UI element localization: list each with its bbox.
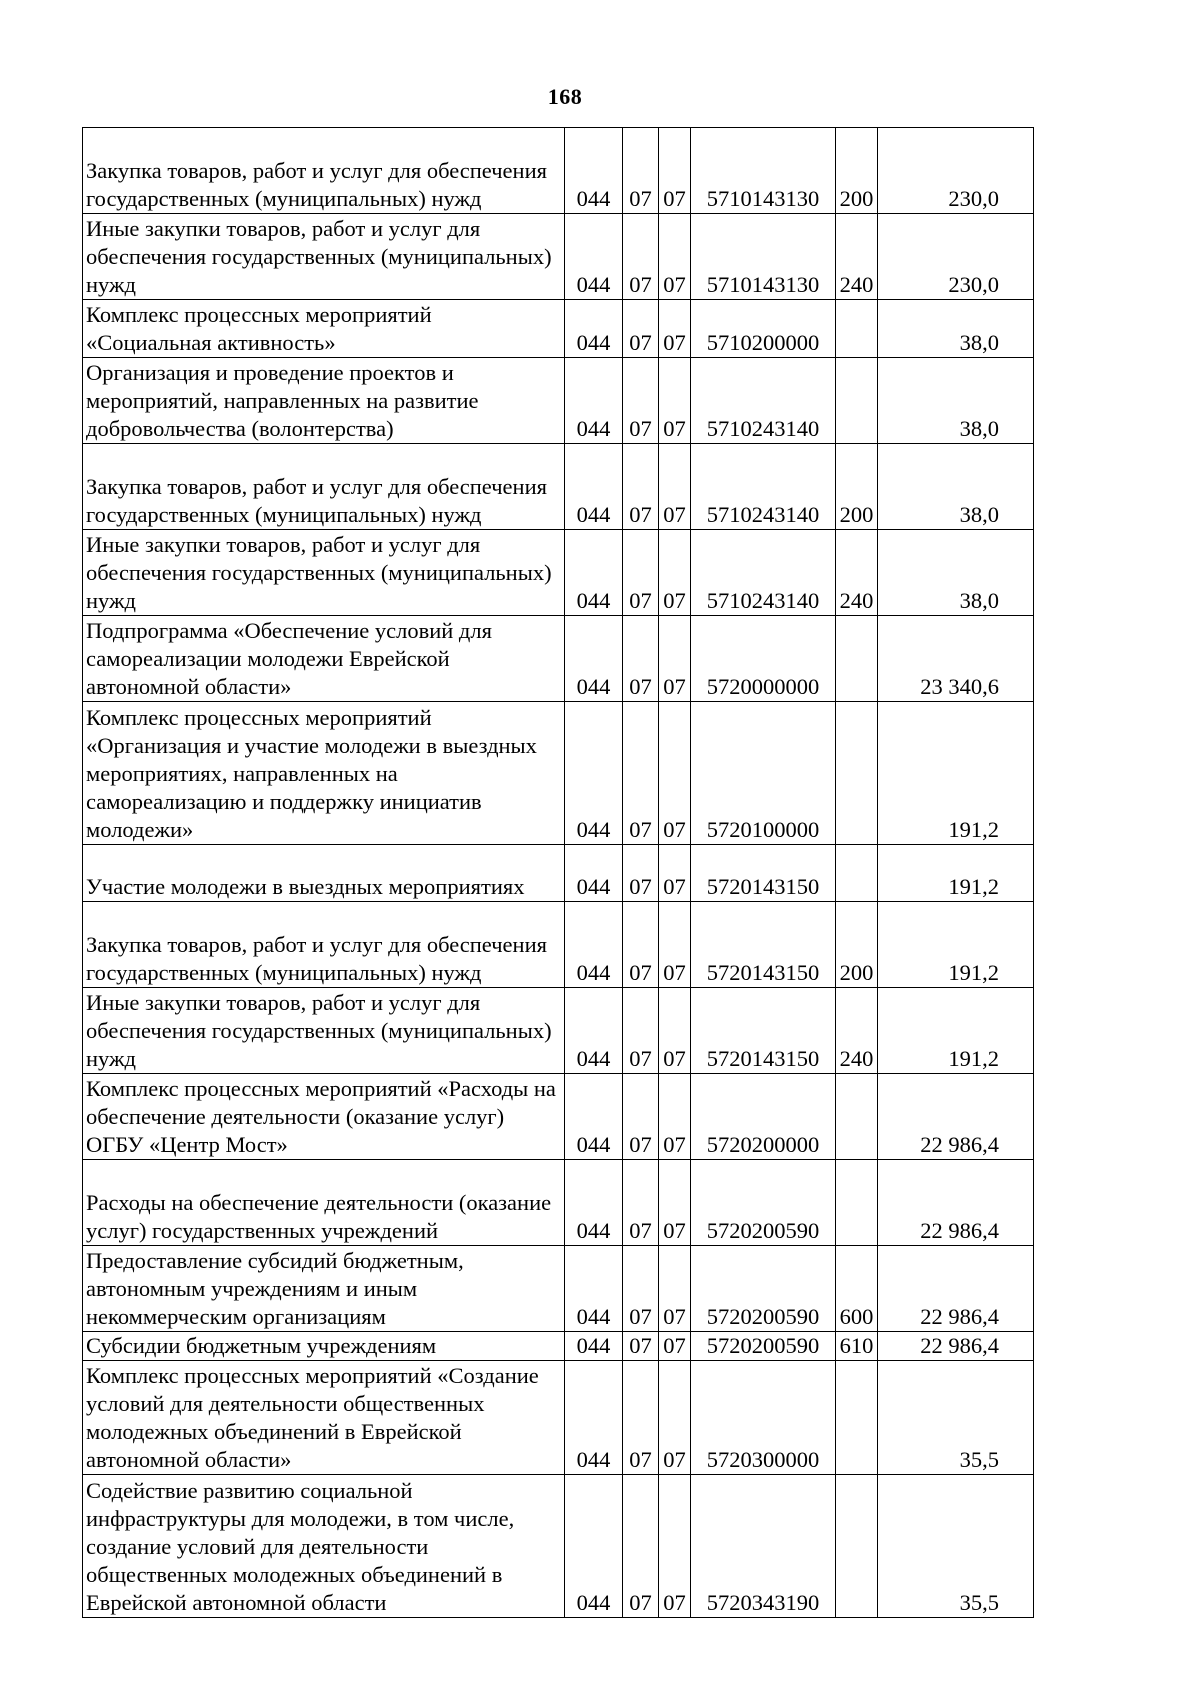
table-row: [83, 128, 1034, 214]
section-code-cell: 07: [623, 300, 659, 358]
target-article-cell: 5720200000: [691, 1074, 836, 1160]
table-row: [83, 1246, 1034, 1332]
row-name-cell: Участие молодежи в выездных мероприятиях: [83, 845, 565, 902]
amount-cell: 22 986,4: [878, 1074, 1034, 1160]
subsection-code-cell: 07: [659, 1074, 691, 1160]
expense-type-cell: [836, 1074, 878, 1160]
target-article-cell: 5720200590: [691, 1246, 836, 1332]
amount-cell: 22 986,4: [878, 1332, 1034, 1361]
target-article-cell: 5720143150: [691, 902, 836, 988]
section-code-cell: 07: [623, 530, 659, 616]
row-name-cell: Закупка товаров, работ и услуг для обеспечения государственных (муниципальных) нужд: [83, 128, 565, 214]
subsection-code-cell: 07: [659, 1332, 691, 1361]
expense-type-cell: [836, 1475, 878, 1618]
subsection-code-cell: 07: [659, 358, 691, 444]
table-row: [83, 444, 1034, 530]
expense-type-cell: [836, 702, 878, 845]
section-code-cell: 07: [623, 1332, 659, 1361]
expense-type-cell: [836, 1160, 878, 1246]
row-name-cell: Предоставление субсидий бюджетным, автономным учреждениям и иным некоммерческим организациям: [83, 1246, 565, 1332]
row-name-cell: Субсидии бюджетным учреждениям: [83, 1332, 565, 1361]
table-row: [83, 1332, 1034, 1361]
amount-cell: 191,2: [878, 702, 1034, 845]
table-row: [83, 845, 1034, 902]
expense-type-cell: [836, 1361, 878, 1475]
row-name-cell: Иные закупки товаров, работ и услуг для обеспечения государственных (муниципальных) нужд: [83, 988, 565, 1074]
table-row: [83, 902, 1034, 988]
target-article-cell: 5720143150: [691, 988, 836, 1074]
ministry-code-cell: 044: [565, 444, 623, 530]
expense-type-cell: 200: [836, 128, 878, 214]
amount-cell: 38,0: [878, 444, 1034, 530]
expense-type-cell: 200: [836, 902, 878, 988]
table-row: [83, 358, 1034, 444]
subsection-code-cell: 07: [659, 530, 691, 616]
target-article-cell: 5720000000: [691, 616, 836, 702]
amount-cell: 191,2: [878, 988, 1034, 1074]
amount-cell: 38,0: [878, 300, 1034, 358]
target-article-cell: 5710243140: [691, 530, 836, 616]
expense-type-cell: [836, 616, 878, 702]
row-name-cell: Комплекс процессных мероприятий «Создание условий для деятельности общественных молодежных объединений в Еврейской автономной области»: [83, 1361, 565, 1475]
section-code-cell: 07: [623, 128, 659, 214]
row-name-cell: Комплекс процессных мероприятий «Организация и участие молодежи в выездных мероприятиях, направленных на самореализацию и поддержку инициатив молодежи»: [83, 702, 565, 845]
expense-type-cell: [836, 845, 878, 902]
ministry-code-cell: 044: [565, 1475, 623, 1618]
amount-cell: 35,5: [878, 1475, 1034, 1618]
row-name-cell: Закупка товаров, работ и услуг для обеспечения государственных (муниципальных) нужд: [83, 902, 565, 988]
page-number: 168: [547, 84, 583, 109]
expense-type-cell: [836, 300, 878, 358]
ministry-code-cell: 044: [565, 845, 623, 902]
expense-type-cell: 240: [836, 988, 878, 1074]
amount-cell: 191,2: [878, 902, 1034, 988]
target-article-cell: 5720200590: [691, 1160, 836, 1246]
amount-cell: 23 340,6: [878, 616, 1034, 702]
budget-table: [82, 127, 1034, 1618]
target-article-cell: 5710143130: [691, 214, 836, 300]
section-code-cell: 07: [623, 702, 659, 845]
ministry-code-cell: 044: [565, 988, 623, 1074]
target-article-cell: 5720100000: [691, 702, 836, 845]
table-row: [83, 1160, 1034, 1246]
target-article-cell: 5720300000: [691, 1361, 836, 1475]
expense-type-cell: 610: [836, 1332, 878, 1361]
row-name-cell: Содействие развитию социальной инфраструктуры для молодежи, в том числе, создание условий для деятельности общественных молодежных объединений в Еврейской автономной области: [83, 1475, 565, 1618]
subsection-code-cell: 07: [659, 845, 691, 902]
table-row: [83, 300, 1034, 358]
table-row: [83, 1361, 1034, 1475]
target-article-cell: 5720143150: [691, 845, 836, 902]
target-article-cell: 5720343190: [691, 1475, 836, 1618]
section-code-cell: 07: [623, 988, 659, 1074]
subsection-code-cell: 07: [659, 902, 691, 988]
section-code-cell: 07: [623, 1160, 659, 1246]
row-name-cell: Комплекс процессных мероприятий «Социальная активность»: [83, 300, 565, 358]
section-code-cell: 07: [623, 616, 659, 702]
subsection-code-cell: 07: [659, 1160, 691, 1246]
table-row: [83, 530, 1034, 616]
expense-type-cell: 600: [836, 1246, 878, 1332]
subsection-code-cell: 07: [659, 988, 691, 1074]
ministry-code-cell: 044: [565, 214, 623, 300]
ministry-code-cell: 044: [565, 902, 623, 988]
expense-type-cell: 200: [836, 444, 878, 530]
section-code-cell: 07: [623, 1361, 659, 1475]
section-code-cell: 07: [623, 902, 659, 988]
table-row: [83, 214, 1034, 300]
subsection-code-cell: 07: [659, 1361, 691, 1475]
amount-cell: 22 986,4: [878, 1246, 1034, 1332]
row-name-cell: Иные закупки товаров, работ и услуг для обеспечения государственных (муниципальных) нужд: [83, 530, 565, 616]
ministry-code-cell: 044: [565, 128, 623, 214]
section-code-cell: 07: [623, 845, 659, 902]
section-code-cell: 07: [623, 1074, 659, 1160]
expense-type-cell: 240: [836, 530, 878, 616]
amount-cell: 230,0: [878, 214, 1034, 300]
row-name-cell: Закупка товаров, работ и услуг для обеспечения государственных (муниципальных) нужд: [83, 444, 565, 530]
target-article-cell: 5710200000: [691, 300, 836, 358]
amount-cell: 38,0: [878, 358, 1034, 444]
ministry-code-cell: 044: [565, 1246, 623, 1332]
subsection-code-cell: 07: [659, 444, 691, 530]
subsection-code-cell: 07: [659, 300, 691, 358]
table-row: [83, 988, 1034, 1074]
amount-cell: 22 986,4: [878, 1160, 1034, 1246]
ministry-code-cell: 044: [565, 702, 623, 845]
target-article-cell: 5710243140: [691, 444, 836, 530]
table-row: [83, 1475, 1034, 1618]
subsection-code-cell: 07: [659, 1246, 691, 1332]
ministry-code-cell: 044: [565, 616, 623, 702]
section-code-cell: 07: [623, 444, 659, 530]
subsection-code-cell: 07: [659, 1475, 691, 1618]
target-article-cell: 5710243140: [691, 358, 836, 444]
amount-cell: 191,2: [878, 845, 1034, 902]
ministry-code-cell: 044: [565, 1074, 623, 1160]
subsection-code-cell: 07: [659, 128, 691, 214]
ministry-code-cell: 044: [565, 1361, 623, 1475]
row-name-cell: Иные закупки товаров, работ и услуг для обеспечения государственных (муниципальных) нужд: [83, 214, 565, 300]
ministry-code-cell: 044: [565, 358, 623, 444]
ministry-code-cell: 044: [565, 530, 623, 616]
target-article-cell: 5710143130: [691, 128, 836, 214]
expense-type-cell: [836, 358, 878, 444]
row-name-cell: Расходы на обеспечение деятельности (оказание услуг) государственных учреждений: [83, 1160, 565, 1246]
amount-cell: 38,0: [878, 530, 1034, 616]
section-code-cell: 07: [623, 358, 659, 444]
ministry-code-cell: 044: [565, 1332, 623, 1361]
subsection-code-cell: 07: [659, 616, 691, 702]
table-row: [83, 702, 1034, 845]
subsection-code-cell: 07: [659, 702, 691, 845]
section-code-cell: 07: [623, 1246, 659, 1332]
ministry-code-cell: 044: [565, 1160, 623, 1246]
amount-cell: 230,0: [878, 128, 1034, 214]
expense-type-cell: 240: [836, 214, 878, 300]
section-code-cell: 07: [623, 1475, 659, 1618]
table-row: [83, 1074, 1034, 1160]
row-name-cell: Подпрограмма «Обеспечение условий для самореализации молодежи Еврейской автономной области»: [83, 616, 565, 702]
section-code-cell: 07: [623, 214, 659, 300]
target-article-cell: 5720200590: [691, 1332, 836, 1361]
row-name-cell: Комплекс процессных мероприятий «Расходы на обеспечение деятельности (оказание услуг) ОГБУ «Центр Мост»: [83, 1074, 565, 1160]
ministry-code-cell: 044: [565, 300, 623, 358]
row-name-cell: Организация и проведение проектов и мероприятий, направленных на развитие добровольчества (волонтерства): [83, 358, 565, 444]
subsection-code-cell: 07: [659, 214, 691, 300]
table-row: [83, 616, 1034, 702]
amount-cell: 35,5: [878, 1361, 1034, 1475]
